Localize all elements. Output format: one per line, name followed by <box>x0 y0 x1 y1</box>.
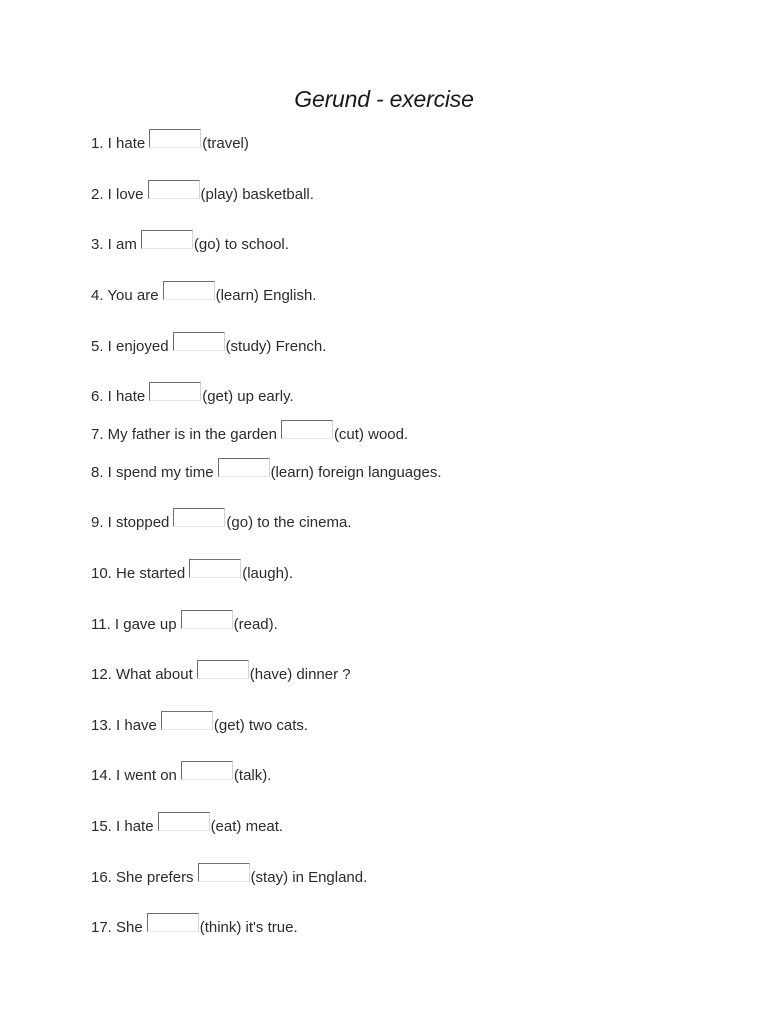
sentence-end: (go) to school. <box>193 236 289 253</box>
answer-input[interactable] <box>173 508 225 527</box>
sentence-end: (stay) in England. <box>250 869 368 886</box>
sentence-start: 15. I hate <box>91 818 154 835</box>
sentence-start: 14. I went on <box>91 767 177 784</box>
sentence-start: 5. I enjoyed <box>91 338 169 355</box>
sentence-start: 3. I am <box>91 236 137 253</box>
exercise-item <box>91 817 283 836</box>
exercise-item <box>91 766 271 785</box>
sentence-end: (study) French. <box>225 338 327 355</box>
answer-input[interactable] <box>173 332 225 351</box>
sentence-end: (laugh). <box>242 565 294 582</box>
sentence-end: (get) up early. <box>202 388 294 405</box>
exercise-item <box>91 337 326 356</box>
sentence-end: (talk). <box>233 767 272 784</box>
exercise-item <box>91 665 351 684</box>
exercise-item <box>91 134 249 153</box>
sentence-end: (play) basketball. <box>200 186 314 203</box>
exercise-item <box>91 185 314 204</box>
sentence-start: 6. I hate <box>91 388 146 405</box>
answer-input[interactable] <box>281 420 333 439</box>
exercise-item <box>91 513 351 532</box>
answer-input[interactable] <box>218 458 270 477</box>
sentence-start: 4. You are <box>91 287 159 304</box>
sentence-start: 17. She <box>91 919 143 936</box>
sentence-start: 13. I have <box>91 717 157 734</box>
sentence-start: 7. My father is in the garden <box>91 426 277 443</box>
answer-input[interactable] <box>197 660 249 679</box>
answer-input[interactable] <box>158 812 210 831</box>
answer-input[interactable] <box>149 382 201 401</box>
sentence-start: 12. What about <box>91 666 193 683</box>
exercise-item <box>91 716 308 735</box>
exercise-item <box>91 286 316 305</box>
sentence-end: (read). <box>233 616 278 633</box>
sentence-end: (eat) meat. <box>210 818 284 835</box>
answer-input[interactable] <box>181 610 233 629</box>
answer-input[interactable] <box>147 913 199 932</box>
exercise-item <box>91 387 294 406</box>
exercise-item <box>91 615 278 634</box>
sentence-start: 1. I hate <box>91 135 146 152</box>
sentence-end: (get) two cats. <box>213 717 309 734</box>
sentence-start: 8. I spend my time <box>91 464 214 481</box>
sentence-end: (go) to the cinema. <box>226 514 352 531</box>
page-title: Gerund - exercise <box>294 86 474 112</box>
sentence-start: 10. He started <box>91 565 186 582</box>
sentence-start: 2. I love <box>91 186 144 203</box>
sentence-end: (learn) foreign languages. <box>270 464 442 481</box>
answer-input[interactable] <box>189 559 241 578</box>
sentence-start: 11. I gave up <box>91 616 177 633</box>
sentence-end: (cut) wood. <box>333 426 409 443</box>
exercise-item <box>91 564 293 583</box>
sentence-end: (travel) <box>202 135 249 152</box>
answer-input[interactable] <box>141 230 193 249</box>
exercise-item <box>91 868 367 887</box>
exercise-item <box>91 425 408 444</box>
exercise-item <box>91 235 289 254</box>
answer-input[interactable] <box>181 761 233 780</box>
sentence-start: 9. I stopped <box>91 514 170 531</box>
exercise-item <box>91 463 442 482</box>
answer-input[interactable] <box>149 129 201 148</box>
answer-input[interactable] <box>198 863 250 882</box>
answer-input[interactable] <box>148 180 200 199</box>
sentence-end: (think) it's true. <box>199 919 298 936</box>
exercise-item <box>91 918 298 937</box>
sentence-start: 16. She prefers <box>91 869 194 886</box>
answer-input[interactable] <box>161 711 213 730</box>
sentence-end: (have) dinner ? <box>249 666 351 683</box>
answer-input[interactable] <box>163 281 215 300</box>
sentence-end: (learn) English. <box>215 287 317 304</box>
